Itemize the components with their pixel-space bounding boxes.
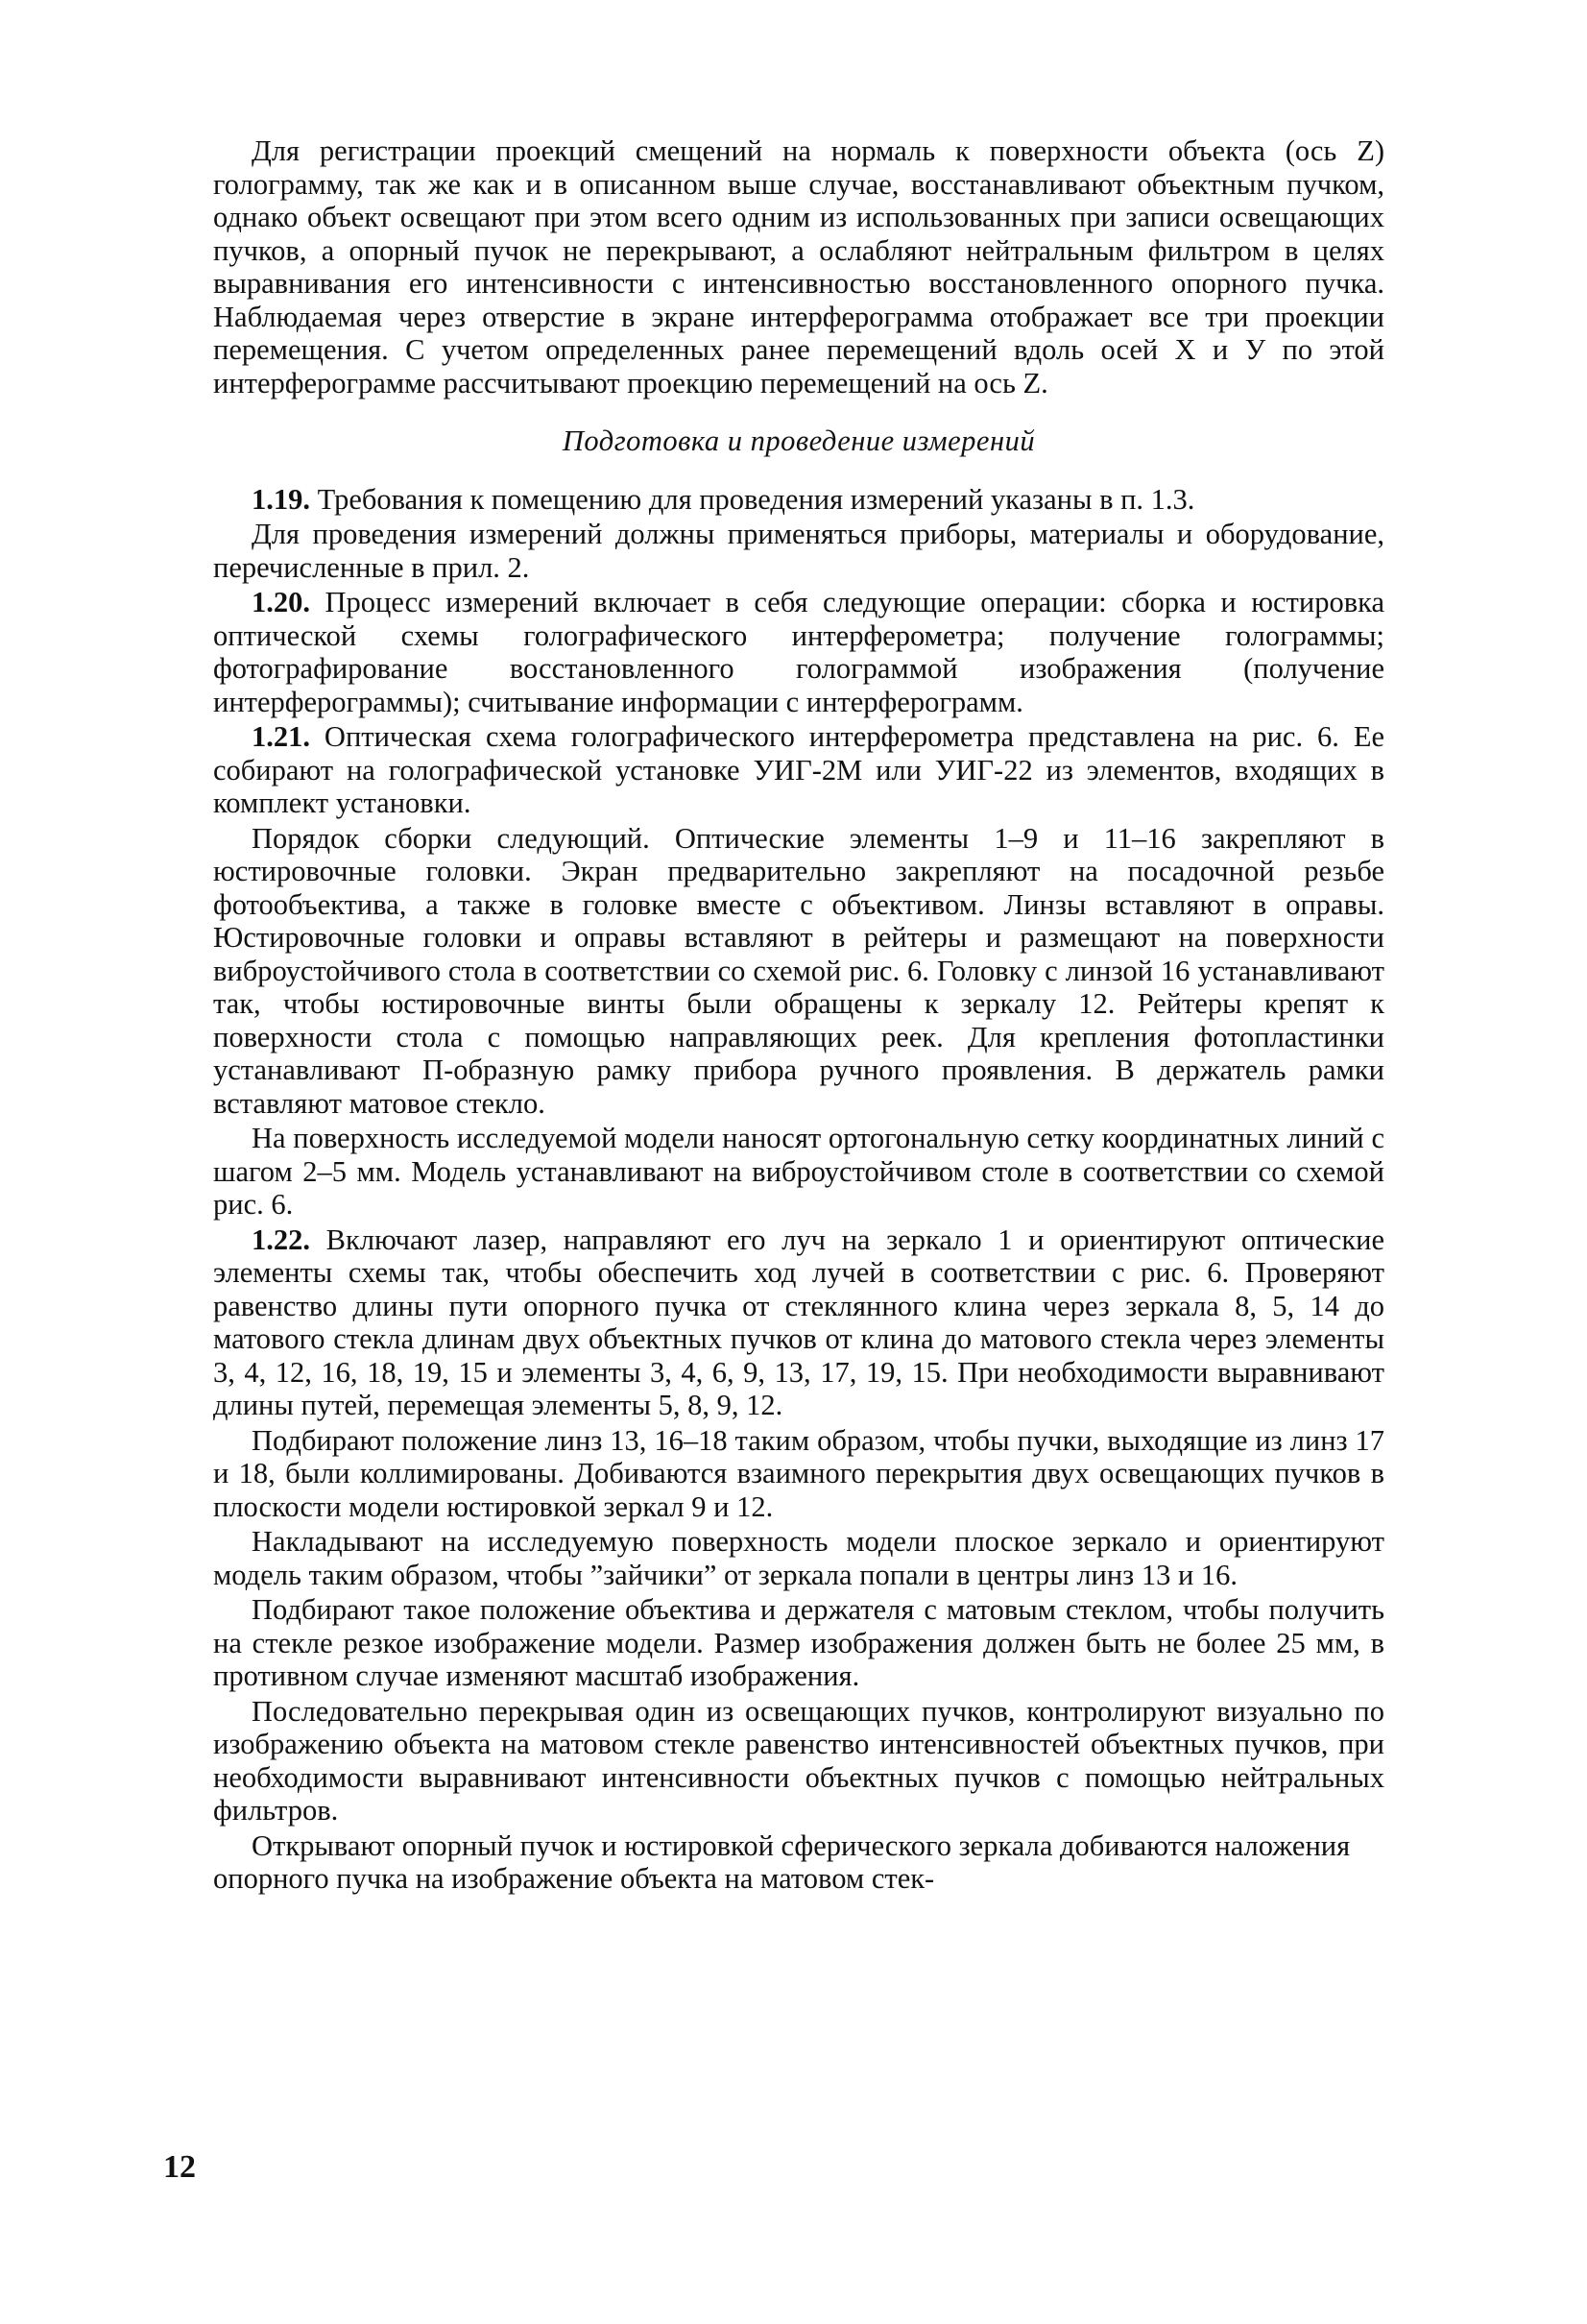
clause-1-21-paragraph-3: На поверхность исследуемой модели наносят ортогональную сетку координатных линий с шагом 2–5 мм. Модель устанавливают на виброустойчивом столе в соответствии со схемой рис. 6.: [213, 1122, 1384, 1221]
intro-paragraph: Для регистрации проекций смещений на нормаль к поверхности объекта (ось Z) голограмму, так же как и в описанном выше случае, восстанавливают объектным пучком, однако объект освещают при этом всего одним из использованных при записи освещающих пучков, а опорный пучок не перекрывают, а ослабляют нейтральным фильтром в целях выравнивания его интенсивности с интенсивностью восстановленного опорного пучка. Наблюдаемая через отверстие в экране интерферограмма отображает все три проекции перемещения. С учетом определенных ранее перемещений вдоль осей X и У по этой интерферограмме рассчитывают проекцию перемещений на ось Z.: [213, 134, 1384, 399]
clause-text: Включают лазер, направляют его луч на зеркало 1 и ориентируют оптические элементы схемы так, чтобы обеспечить ход лучей в соответствии с рис. 6. Проверяют равенство длины пути опорного пучка от стеклянного клина через зеркала 8, 5, 14 до матового стекла длинам двух объектных пучков от клина до матового стекла через элементы 3, 4, 12, 16, 18, 19, 15 и элементы 3, 4, 6, 9, 13, 17, 19, 15. При необходимости выравнивают длины путей, перемещая элементы 5, 8, 9, 12.: [213, 1223, 1384, 1421]
clause-1-20: [213, 586, 1384, 718]
page-number: 12: [163, 2149, 196, 2185]
clause-1-21: [213, 720, 1384, 820]
clause-text: Требования к помещению для проведения измерений указаны в п. 1.3.: [310, 482, 1195, 516]
clause-1-21-paragraph-2: Порядок сборки следующий. Оптические элементы 1–9 и 11–16 закрепляют в юстировочные головки. Экран предварительно закрепляют на посадочной резьбе фотообъектива, а также в головке вместе с объективом. Линзы вставляют в оправы. Юстировочные головки и оправы вставляют в рейтеры и размещают на поверхности виброустойчивого стола в соответствии со схемой рис. 6. Головку с линзой 16 устанавливают так, чтобы юстировочные винты были обращены к зеркалу 12. Рейтеры крепят к поверхности стола с помощью направляющих реек. Для крепления фотопластинки устанавливают П-образную рамку прибора ручного проявления. В держатель рамки вставляют матовое стекло.: [213, 821, 1384, 1120]
clause-number: 1.22.: [252, 1223, 310, 1256]
document-page: [213, 134, 1384, 1896]
clause-text: Процесс измерений включает в себя следующие операции: сборка и юстировка оптической схемы голографического интерферометра; получение голограммы; фотографирование восстановленного голограммой изображения (получение интерферограммы); считывание информации с интерферограмм.: [213, 586, 1384, 718]
clause-1-22-paragraph-4: Подбирают такое положение объектива и держателя с матовым стеклом, чтобы получить на стекле резкое изображение модели. Размер изображения должен быть не более 25 мм, в противном случае изменяют масштаб изображения.: [213, 1593, 1384, 1692]
clause-1-22: [213, 1223, 1384, 1422]
clause-1-19: [213, 483, 1384, 517]
clause-1-22-paragraph-6: Открывают опорный пучок и юстировкой сферического зеркала добиваются наложения опорного пучка на изображение объекта на матовом стек-: [213, 1828, 1351, 1895]
clause-text: Оптическая схема голографического интерферометра представлена на рис. 6. Ее собирают на голографической установке УИГ-2М или УИГ-22 из элементов, входящих в комплект установки.: [213, 720, 1384, 819]
clause-1-22-paragraph-3: Накладывают на исследуемую поверхность модели плоское зеркало и ориентируют модель таким образом, чтобы ”зайчики” от зеркала попали в центры линз 13 и 16.: [213, 1525, 1384, 1591]
clause-number: 1.20.: [252, 586, 310, 618]
clause-1-22-paragraph-5: Последовательно перекрывая один из освещающих пучков, контролируют визуально по изображению объекта на матовом стекле равенство интенсивностей объектных пучков, при необходимости выравнивают интенсивности объектных пучков с помощью нейтральных фильтров.: [213, 1694, 1384, 1827]
clause-number: 1.21.: [252, 720, 310, 753]
clause-1-22-paragraph-2: Подбирают положение линз 13, 16–18 таким образом, чтобы пучки, выходящие из линз 17 и 18, были коллимированы. Добиваются взаимного перекрытия двух освещающих пучков в плоскости модели юстировкой зеркал 9 и 12.: [213, 1423, 1384, 1523]
clause-number: 1.19.: [252, 482, 310, 516]
section-heading: Подготовка и проведение измерений: [562, 424, 1036, 457]
clause-1-19-paragraph-2: Для проведения измерений должны применяться приборы, материалы и оборудование, перечисленные в прил. 2.: [213, 518, 1384, 584]
